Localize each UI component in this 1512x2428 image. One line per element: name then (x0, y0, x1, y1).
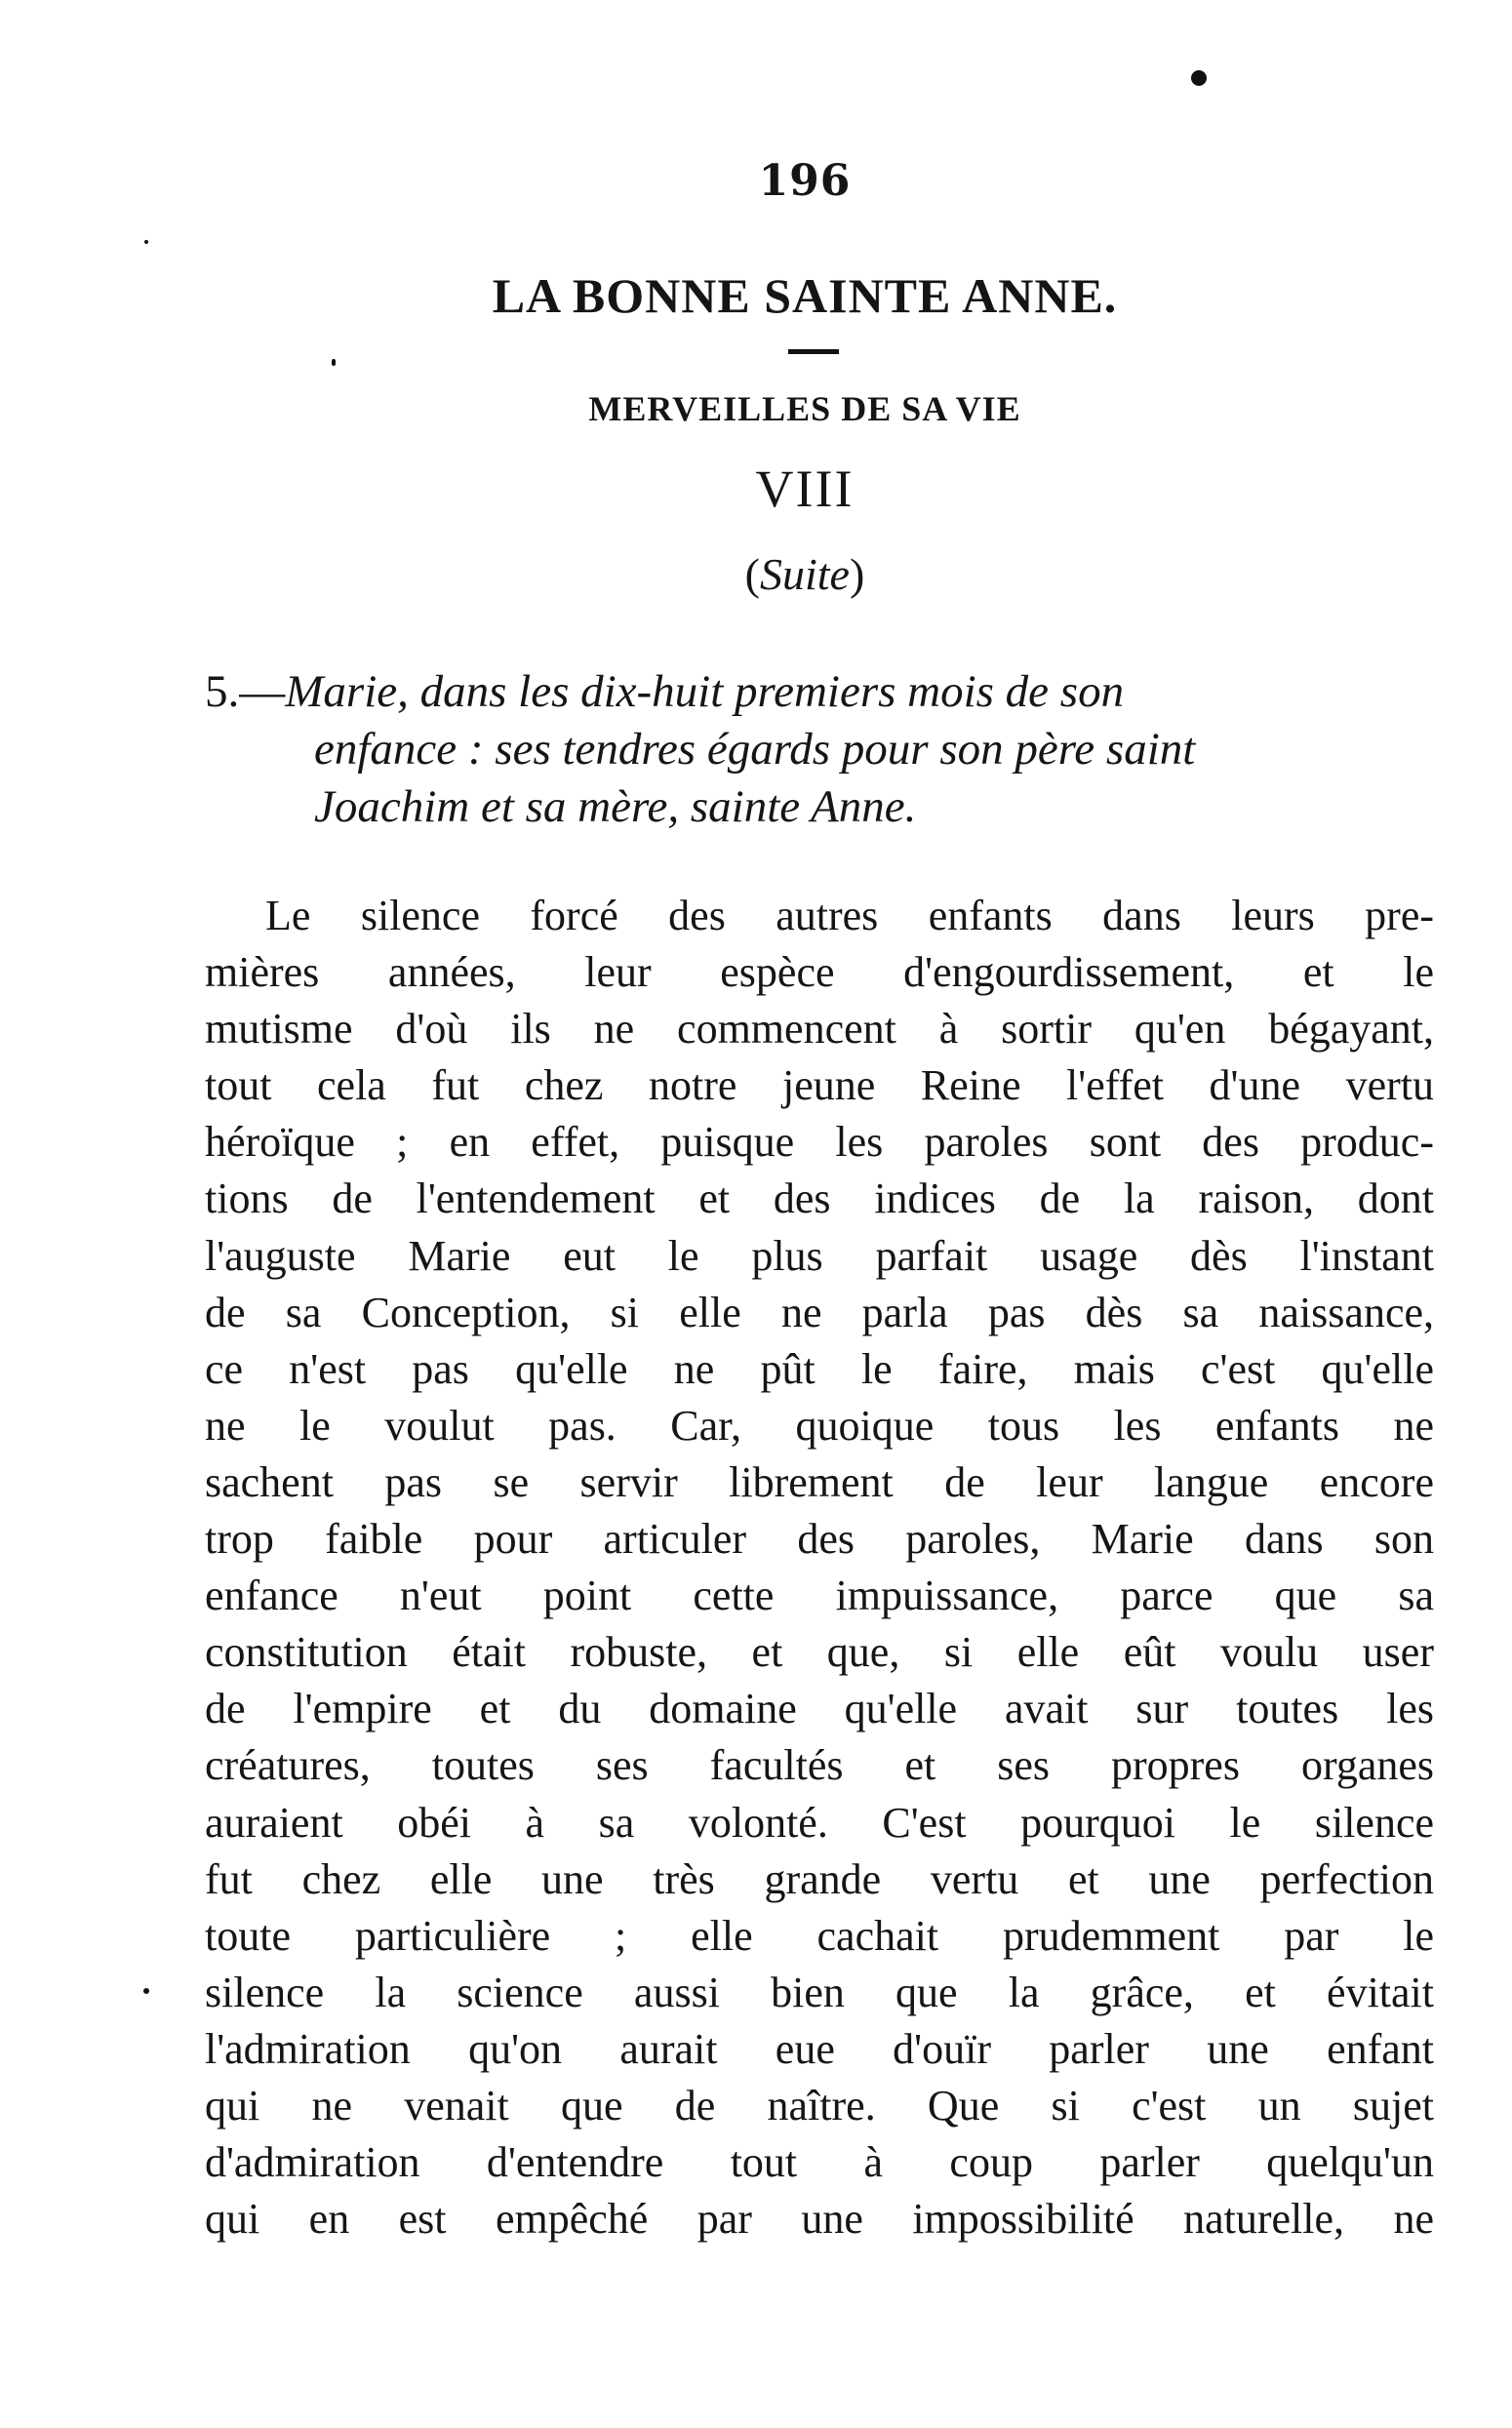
text-line: de sa Conception, si elle ne parla pas dès sa naissance, (205, 1288, 1434, 1336)
subtitle: MERVEILLES DE SA VIE (588, 389, 1021, 428)
ink-speck (143, 1988, 149, 1994)
continuation-note: (Suite) (744, 549, 865, 599)
title-rule (788, 349, 839, 354)
text-line: ne le voulut pas. Car, quoique tous les enfants ne (205, 1401, 1434, 1450)
ink-speck (144, 240, 148, 244)
text-line: d'admiration d'entendre tout à coup parler quelqu'un (205, 2138, 1434, 2187)
text-line: tions de l'entendement et des indices de la raison, dont (205, 1174, 1434, 1223)
text-line: héroïque ; en effet, puisque les paroles sont des produc- (205, 1118, 1434, 1167)
heading-line (205, 721, 1444, 778)
text-line: mières années, leur espèce d'engourdissement, et le (205, 948, 1434, 997)
continuation-label: Suite (760, 549, 850, 599)
heading-text: Joachim et sa mère, sainte Anne. (314, 781, 917, 832)
running-title: LA BONNE SAINTE ANNE. (492, 268, 1118, 323)
text-line: qui ne venait que de naître. Que si c'est un sujet (205, 2081, 1434, 2129)
text-line: tout cela fut chez notre jeune Reine l'effet d'une vertu (205, 1061, 1434, 1110)
heading-line (205, 778, 1444, 836)
text-line: enfance n'eut point cette impuissance, parce que sa (205, 1572, 1434, 1620)
chapter-heading (205, 663, 1444, 836)
heading-number: 5.— (205, 666, 286, 717)
ink-spot (1191, 70, 1207, 86)
text-line: qui en est empêché par une impossibilité naturelle, ne (205, 2195, 1434, 2244)
text-line: ce n'est pas qu'elle ne pût le faire, mais c'est qu'elle (205, 1344, 1434, 1393)
body-paragraph (205, 888, 1434, 2248)
text-line: l'auguste Marie eut le plus parfait usage dès l'instant (205, 1231, 1434, 1280)
text-line: sachent pas se servir librement de leur langue encore (205, 1457, 1434, 1506)
heading-line (205, 663, 1444, 721)
heading-text: Marie, dans les dix-huit premiers mois de son (285, 666, 1125, 717)
text-line: fut chez elle une très grande vertu et une perfection (205, 1854, 1434, 1903)
heading-text: enfance : ses tendres égards pour son père saint (314, 724, 1196, 775)
text-line: auraient obéi à sa volonté. C'est pourquoi le silence (205, 1798, 1434, 1847)
text-line: constitution était robuste, et que, si elle eût voulu user (205, 1628, 1434, 1677)
section-numeral: VIII (755, 459, 855, 518)
text-line: Le silence forcé des autres enfants dans leurs pre- (265, 892, 1434, 939)
text-line: créatures, toutes ses facultés et ses propres organes (205, 1741, 1434, 1790)
text-line: mutisme d'où ils ne commencent à sortir qu'en bégayant, (205, 1005, 1434, 1054)
text-line: l'admiration qu'on aurait eue d'ouïr parler une enfant (205, 2024, 1434, 2073)
text-line: trop faible pour articuler des paroles, Marie dans son (205, 1515, 1434, 1564)
text-line: de l'empire et du domaine qu'elle avait sur toutes les (205, 1685, 1434, 1733)
ink-speck (332, 359, 336, 366)
text-line: toute particulière ; elle cachait prudemment par le (205, 1911, 1434, 1960)
page-number: 196 (758, 156, 852, 206)
text-line: silence la science aussi bien que la grâce, et évitait (205, 1968, 1434, 2016)
